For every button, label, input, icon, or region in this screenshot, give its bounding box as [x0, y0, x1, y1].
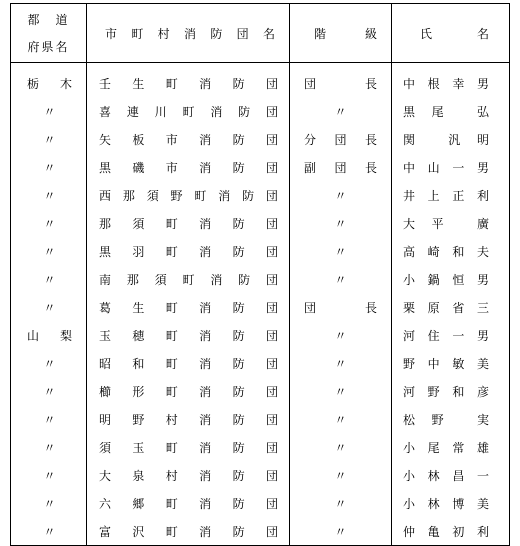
prefecture-cell: [11, 293, 87, 321]
table-row: [11, 517, 510, 546]
name-text: 関 汎 明: [403, 132, 489, 147]
name-cell: [392, 489, 510, 517]
brigade-text: 大 泉 村 消 防 団: [99, 468, 278, 483]
rank-text: 団 長: [304, 300, 377, 315]
table-row: [11, 461, 510, 489]
brigade-cell: [87, 349, 290, 377]
brigade-text: 昭 和 町 消 防 団: [99, 356, 278, 371]
brigade-text: 西 那 須 野 町 消 防 団: [99, 188, 278, 203]
rank-cell: [290, 97, 392, 125]
rank-text: 〃: [334, 440, 347, 455]
brigade-cell: [87, 405, 290, 433]
rank-text: 〃: [334, 272, 347, 287]
brigade-cell: [87, 237, 290, 265]
name-cell: [392, 265, 510, 293]
rank-cell: [290, 461, 392, 489]
brigade-text: 壬 生 町 消 防 団: [99, 76, 278, 91]
name-text: 高 崎 和 夫: [403, 244, 489, 259]
rank-cell: [290, 321, 392, 349]
name-text: 野 中 敏 美: [403, 356, 489, 371]
rank-text: 〃: [334, 188, 347, 203]
name-cell: [392, 405, 510, 433]
rank-cell: [290, 125, 392, 153]
name-cell: [392, 97, 510, 125]
name-text: 仲 亀 初 利: [403, 524, 489, 539]
rank-text: 〃: [334, 328, 347, 343]
rank-cell: [290, 237, 392, 265]
brigade-text: 六 郷 町 消 防 団: [99, 496, 278, 511]
rank-text: 〃: [334, 468, 347, 483]
brigade-cell: [87, 97, 290, 125]
prefecture-cell: [11, 265, 87, 293]
name-cell: [392, 181, 510, 209]
brigade-cell: [87, 125, 290, 153]
prefecture-cell: [11, 125, 87, 153]
table-row: [11, 63, 510, 98]
brigade-cell: [87, 461, 290, 489]
header-prefecture-line2: 府県名: [27, 40, 70, 54]
brigade-text: 矢 板 市 消 防 団: [99, 132, 278, 147]
prefecture-text: 〃: [43, 468, 56, 483]
table-row: [11, 153, 510, 181]
prefecture-cell: [11, 63, 87, 98]
name-text: 河 野 和 彦: [403, 384, 489, 399]
name-cell: [392, 209, 510, 237]
brigade-cell: [87, 489, 290, 517]
prefecture-cell: [11, 209, 87, 237]
prefecture-text: 〃: [43, 160, 56, 175]
table-row: [11, 97, 510, 125]
header-brigade: [87, 4, 290, 63]
prefecture-cell: [11, 181, 87, 209]
table-row: [11, 433, 510, 461]
rank-text: 分 団 長: [304, 132, 377, 147]
table-body: [11, 63, 510, 546]
name-cell: [392, 293, 510, 321]
prefecture-cell: [11, 153, 87, 181]
prefecture-text: 〃: [43, 188, 56, 203]
rank-cell: [290, 265, 392, 293]
brigade-cell: [87, 517, 290, 546]
prefecture-text: 〃: [43, 384, 56, 399]
rank-text: 〃: [334, 524, 347, 539]
brigade-text: 富 沢 町 消 防 団: [99, 524, 278, 539]
name-text: 小 尾 常 雄: [403, 440, 489, 455]
rank-text: 〃: [334, 104, 347, 119]
prefecture-cell: [11, 461, 87, 489]
rank-cell: [290, 377, 392, 405]
prefecture-text: 〃: [43, 412, 56, 427]
prefecture-cell: [11, 349, 87, 377]
name-cell: [392, 377, 510, 405]
brigade-text: 喜 連 川 町 消 防 団: [99, 104, 278, 119]
brigade-cell: [87, 321, 290, 349]
name-cell: [392, 237, 510, 265]
rank-cell: [290, 489, 392, 517]
prefecture-cell: [11, 237, 87, 265]
prefecture-text: 〃: [43, 244, 56, 259]
prefecture-text: 〃: [43, 104, 56, 119]
prefecture-cell: [11, 321, 87, 349]
table-row: [11, 237, 510, 265]
table-row: [11, 321, 510, 349]
name-text: 小 林 博 美: [403, 496, 489, 511]
name-text: 大 平 廣: [403, 216, 489, 231]
rank-text: 団 長: [304, 76, 377, 91]
name-text: 栗 原 省 三: [403, 300, 489, 315]
rank-text: 副 団 長: [304, 160, 377, 175]
header-name-label: 氏 名: [420, 26, 489, 41]
prefecture-cell: [11, 517, 87, 546]
table-row: [11, 265, 510, 293]
table-row: [11, 125, 510, 153]
brigade-cell: [87, 265, 290, 293]
prefecture-cell: [11, 489, 87, 517]
prefecture-cell: [11, 433, 87, 461]
prefecture-text: 〃: [43, 356, 56, 371]
brigade-cell: [87, 209, 290, 237]
header-prefecture-line1: 都 道: [27, 13, 70, 27]
prefecture-text: 〃: [43, 440, 56, 455]
name-cell: [392, 125, 510, 153]
rank-text: 〃: [334, 244, 347, 259]
header-prefecture: [11, 4, 87, 63]
name-text: 河 住 一 男: [403, 328, 489, 343]
name-text: 小 鍋 恒 男: [403, 272, 489, 287]
rank-cell: [290, 181, 392, 209]
name-cell: [392, 349, 510, 377]
prefecture-text: 〃: [43, 132, 56, 147]
brigade-cell: [87, 433, 290, 461]
name-text: 小 林 昌 一: [403, 468, 489, 483]
table-header: [11, 4, 510, 63]
name-cell: [392, 461, 510, 489]
rank-text: 〃: [334, 356, 347, 371]
name-text: 松 野 実: [403, 412, 489, 427]
brigade-text: 櫛 形 町 消 防 団: [99, 384, 278, 399]
prefecture-cell: [11, 377, 87, 405]
brigade-cell: [87, 63, 290, 98]
header-rank: [290, 4, 392, 63]
rank-cell: [290, 517, 392, 546]
brigade-cell: [87, 181, 290, 209]
rank-text: 〃: [334, 384, 347, 399]
prefecture-text: 栃 木: [27, 76, 72, 91]
rank-text: 〃: [334, 496, 347, 511]
prefecture-text: 山 梨: [27, 328, 72, 343]
brigade-text: 玉 穂 町 消 防 団: [99, 328, 278, 343]
rank-text: 〃: [334, 216, 347, 231]
name-text: 中 根 幸 男: [403, 76, 489, 91]
brigade-text: 黒 羽 町 消 防 団: [99, 244, 278, 259]
prefecture-text: 〃: [43, 272, 56, 287]
table-row: [11, 209, 510, 237]
name-cell: [392, 433, 510, 461]
name-text: 中 山 一 男: [403, 160, 489, 175]
rank-cell: [290, 63, 392, 98]
rank-cell: [290, 349, 392, 377]
brigade-text: 黒 磯 市 消 防 団: [99, 160, 278, 175]
brigade-text: 南 那 須 町 消 防 団: [99, 272, 278, 287]
table-row: [11, 181, 510, 209]
brigade-cell: [87, 153, 290, 181]
brigade-cell: [87, 293, 290, 321]
header-rank-label: 階 級: [314, 26, 377, 41]
roster-table: [10, 3, 510, 546]
header-brigade-label: 市 町 村 消 防 団 名: [105, 26, 275, 41]
table-row: [11, 349, 510, 377]
brigade-text: 那 須 町 消 防 団: [99, 216, 278, 231]
rank-cell: [290, 209, 392, 237]
name-text: 井 上 正 利: [403, 188, 489, 203]
name-cell: [392, 321, 510, 349]
table-row: [11, 489, 510, 517]
prefecture-text: 〃: [43, 496, 56, 511]
table-row: [11, 377, 510, 405]
name-cell: [392, 63, 510, 98]
brigade-text: 須 玉 町 消 防 団: [99, 440, 278, 455]
table-row: [11, 293, 510, 321]
prefecture-text: 〃: [43, 524, 56, 539]
prefecture-cell: [11, 97, 87, 125]
table-row: [11, 405, 510, 433]
brigade-text: 明 野 村 消 防 団: [99, 412, 278, 427]
brigade-cell: [87, 377, 290, 405]
brigade-text: 葛 生 町 消 防 団: [99, 300, 278, 315]
prefecture-text: 〃: [43, 300, 56, 315]
header-name: [392, 4, 510, 63]
name-cell: [392, 517, 510, 546]
rank-text: 〃: [334, 412, 347, 427]
rank-cell: [290, 293, 392, 321]
rank-cell: [290, 405, 392, 433]
rank-cell: [290, 433, 392, 461]
prefecture-cell: [11, 405, 87, 433]
name-text: 黒 尾 弘: [403, 104, 489, 119]
rank-cell: [290, 153, 392, 181]
name-cell: [392, 153, 510, 181]
prefecture-text: 〃: [43, 216, 56, 231]
